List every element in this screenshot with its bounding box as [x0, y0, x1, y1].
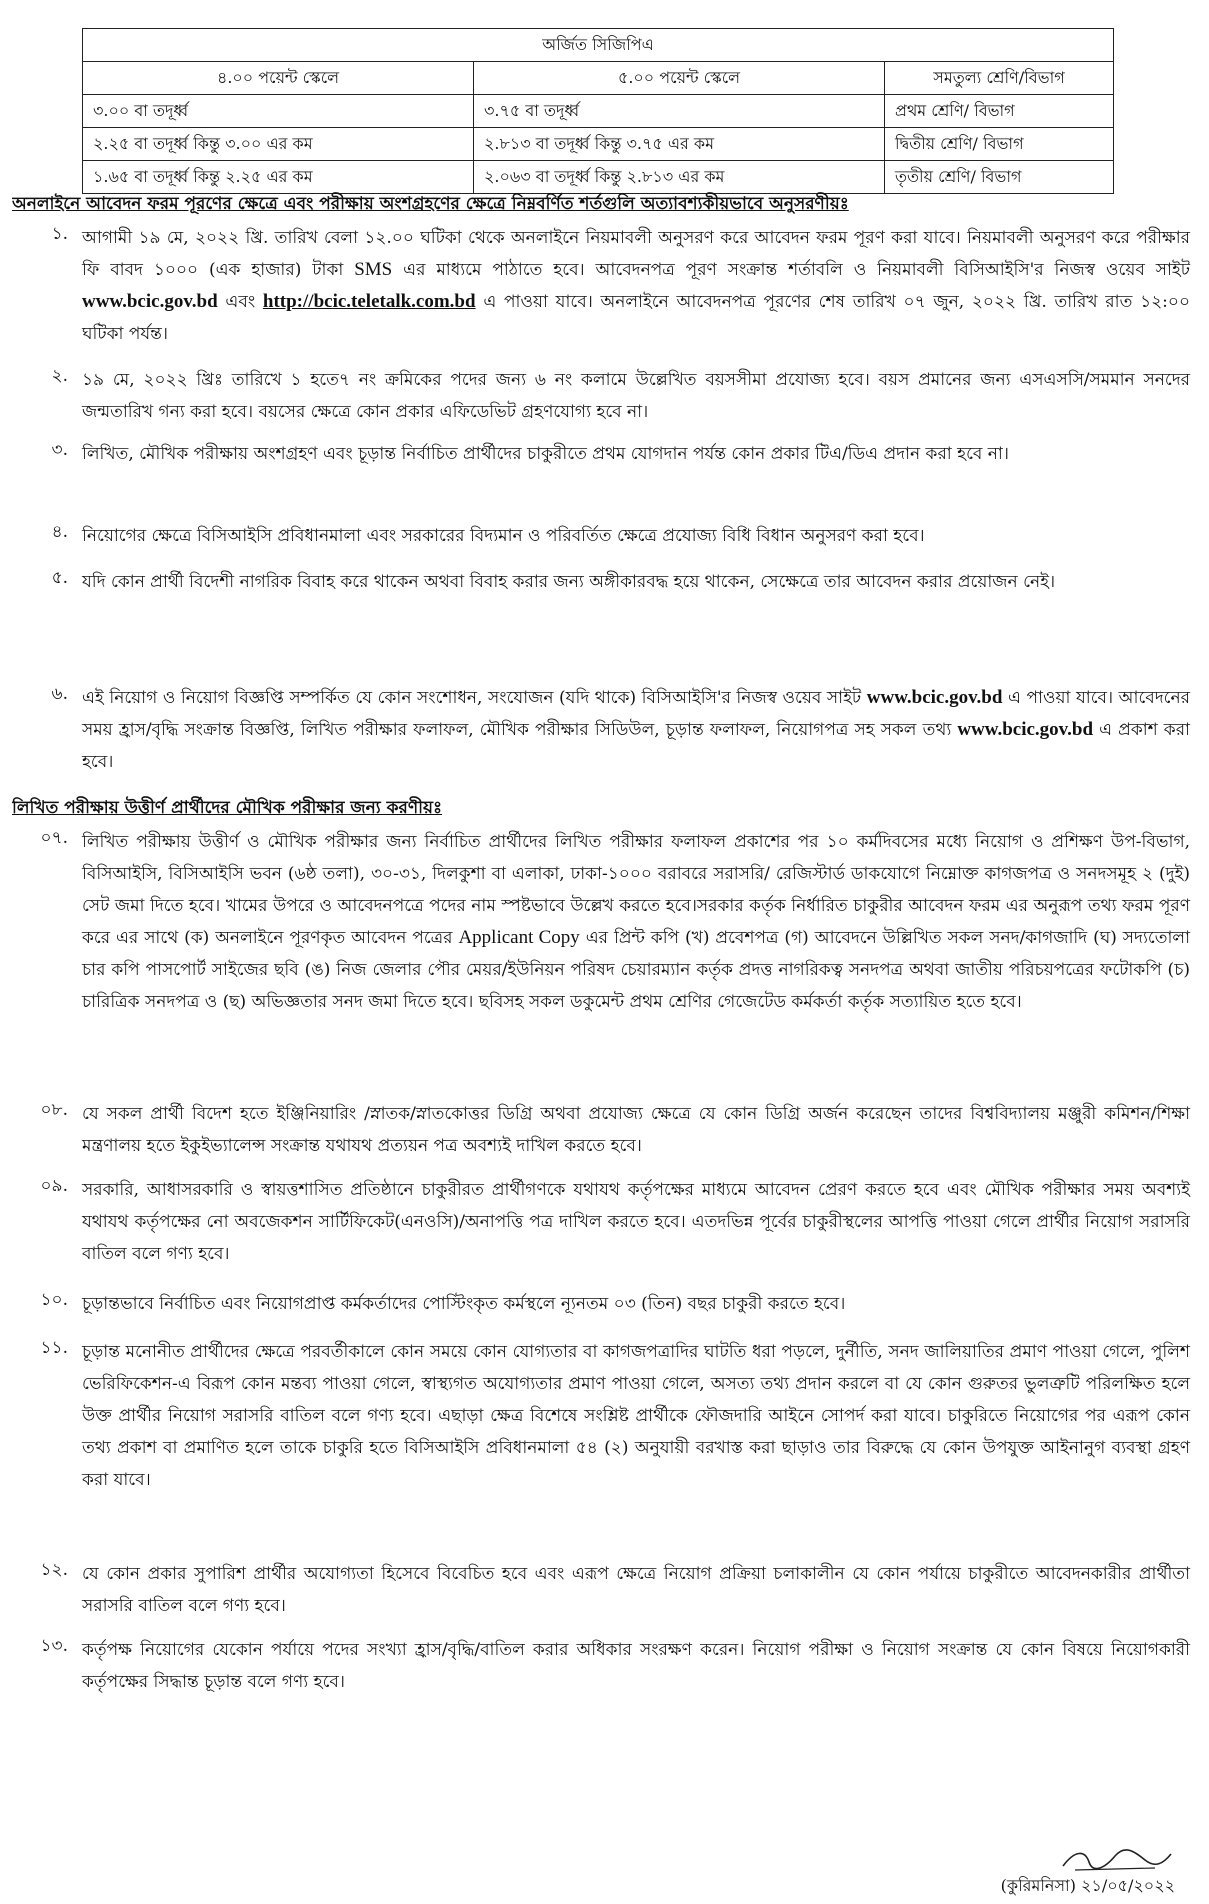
list-item-7 — [12, 826, 1190, 1018]
list-item-6 — [12, 682, 1190, 778]
list-item-10 — [12, 1288, 1190, 1320]
item-number: ১. — [51, 224, 68, 244]
item-text: কর্তৃপক্ষ নিয়োগের যেকোন পর্যায়ে পদের সংখ্যা হ্রাস/বৃদ্ধি/বাতিল করার অধিকার সংরক্ষণ করেন। নিয়োগ পরীক্ষা ও নিয়োগ সংক্রান্ত যে কোন বিষয়ে নিয়োগকারী কর্তৃপক্ষের সিদ্ধান্ত চূড়ান্ত বলে গণ্য হবে। — [82, 1640, 1190, 1692]
item-text: চূড়ান্তভাবে নির্বাচিত এবং নিয়োগপ্রাপ্ত কর্মকর্তাদের পোস্টিংকৃত কর্মস্থলে ন্যূনতম ০৩ (তিন) বছর চাকুরী করতে হবে। — [82, 1294, 846, 1314]
item-text: সরকারি, আধাসরকারি ও স্বায়ত্তশাসিত প্রতিষ্ঠানে চাকুরীরত প্রার্থীগণকে যথাযথ কর্তৃপক্ষের মাধ্যমে আবেদন প্রেরণ করতে হবে এবং মৌখিক পরীক্ষার সময় অবশ্যই যথাযথ কর্তৃপক্ষের নো অবজেকশন সার্টিফিকেট(এনওসি)/অনাপত্তি পত্র দাখিল করতে হবে। এতদভিন্ন পূর্বের চাকুরীস্থলের আপত্তি পাওয়া গেলে প্রার্থীর নিয়োগ সরাসরি বাতিল বলে গণ্য হবে। — [82, 1180, 1190, 1264]
bcic-website-link[interactable]: www.bcic.gov.bd — [82, 291, 218, 312]
teletalk-website-link[interactable]: http://bcic.teletalk.com.bd — [262, 291, 476, 312]
item-number: ০৯. — [40, 1176, 68, 1196]
list-item-2 — [12, 364, 1190, 428]
item-number: ৬. — [51, 684, 68, 704]
item-text: যদি কোন প্রার্থী বিদেশী নাগরিক বিবাহ করে থাকেন অথবা বিবাহ করার জন্য অঙ্গীকারবদ্ধ হয়ে থাকেন, সেক্ষেত্রে তার আবেদন করার প্রয়োজন নেই। — [82, 572, 1056, 592]
list-item-8 — [12, 1098, 1190, 1162]
bcic-website-link[interactable]: www.bcic.gov.bd — [866, 687, 1003, 708]
list-item-4 — [12, 520, 1190, 552]
item-number: ২. — [51, 366, 68, 386]
table-cell: ৩.০০ বা তদূর্ধ্ব — [83, 95, 474, 128]
item-text: নিয়োগের ক্ষেত্রে বিসিআইসি প্রবিধানমালা এবং সরকারের বিদ্যমান ও পরিবর্তিত ক্ষেত্রে প্রযোজ্য বিধি বিধান অনুসরণ করা হবে। — [82, 526, 925, 546]
cgpa-table — [82, 28, 1114, 194]
signatory-name: (কুরিমনিসা) — [1000, 1876, 1076, 1895]
item-text — [82, 682, 1190, 778]
item-text — [82, 826, 1190, 1018]
signature-date: ২১/০৫/২০২২ — [1081, 1876, 1175, 1895]
item-number: ০৭. — [40, 828, 68, 848]
table-row — [83, 95, 1114, 128]
text-segment: এ পাওয়া যাবে। আবেদনের সময় হ্রাস/বৃদ্ধি সংক্রান্ত বিজ্ঞপ্তি, লিখিত পরীক্ষার ফলাফল, মৌখিক পরীক্ষার সিডিউল, চূড়ান্ত ফলাফল, নিয়োগপত্র সহ সকল তথ্য — [82, 688, 1191, 740]
table-cell: ১.৬৫ বা তদূর্ধ্ব কিন্তু ২.২৫ এর কম — [83, 161, 474, 194]
list-item-5 — [12, 566, 1190, 598]
list-item-9 — [12, 1174, 1190, 1270]
section-heading-online-application: অনলাইনে আবেদন ফরম পূরণের ক্ষেত্রে এবং পরীক্ষায় অংশগ্রহণের ক্ষেত্রে নিম্নবর্ণিত শর্তগুলি অত্যাবশ্যকীয়ভাবে অনুসরণীয়ঃ — [12, 194, 849, 214]
section-heading-viva: লিখিত পরীক্ষায় উত্তীর্ণ প্রার্থীদের মৌখিক পরীক্ষার জন্য করণীয়ঃ — [12, 798, 443, 818]
table-cell: প্রথম শ্রেণি/ বিভাগ — [885, 95, 1114, 128]
table-cell: ২.২৫ বা তদূর্ধ্ব কিন্তু ৩.০০ এর কম — [83, 128, 474, 161]
item-text: ১৯ মে, ২০২২ খ্রিঃ তারিখে ১ হতে৭ নং ক্রমিকের পদের জন্য ৬ নং কলামে উল্লেখিত বয়সসীমা প্রযোজ্য হবে। বয়স প্রমানের জন্য এসএসসি/সমমান সনদের জন্মতারিখ গন্য করা হবে। বয়সের ক্ষেত্রে কোন প্রকার এফিডেভিট গ্রহণযোগ্য হবে না। — [82, 370, 1190, 422]
item-number: ৩. — [51, 440, 68, 460]
item-text: যে কোন প্রকার সুপারিশ প্রার্থীর অযোগ্যতা হিসেবে বিবেচিত হবে এবং এরূপ ক্ষেত্রে নিয়োগ প্রক্রিয়া চলাকালীন যে কোন পর্যায়ে চাকুরীতে আবেদনকারীর প্রার্থীতা সরাসরি বাতিল বলে গণ্য হবে। — [82, 1564, 1190, 1616]
sms-label: SMS — [354, 259, 393, 280]
item-number: ১০. — [40, 1290, 68, 1310]
item-text — [82, 222, 1190, 350]
item-number: ১৩. — [40, 1636, 68, 1656]
column-header: ৫.০০ পয়েন্ট স্কেলে — [474, 62, 885, 95]
table-row — [83, 128, 1114, 161]
table-header-row — [83, 62, 1114, 95]
table-cell: ৩.৭৫ বা তদূর্ধ্ব — [474, 95, 885, 128]
column-header: ৪.০০ পয়েন্ট স্কেলে — [83, 62, 474, 95]
list-item-11 — [12, 1336, 1190, 1496]
text-segment: এর মাধ্যমে পাঠাতে হবে। আবেদনপত্র পূরণ সংক্রান্ত শর্তাবলি ও নিয়মাবলী বিসিআইসি'র নিজস্ব ওয়েব সাইট — [403, 260, 1191, 280]
text-segment: লিখিত পরীক্ষায় উত্তীর্ণ ও মৌখিক পরীক্ষার জন্য নির্বাচিত প্রার্থীদের লিখিত পরীক্ষার ফলাফল প্রকাশের পর ১০ কর্মদিবসের মধ্যে নিয়োগ ও প্রশিক্ষণ উপ-বিভাগ, বিসিআইসি, বিসিআইসি ভবন (৬ষ্ঠ তলা), ৩০-৩১, দিলকুশা বা এলাকা, ঢাকা-১০০০ বরাবরে সরাসরি/ রেজিস্টার্ড ডাকযোগে নিম্নোক্ত কাগজপত্র ও সনদসমূহ ২ (দুই) সেট জমা দিতে হবে। খামের উপরে ও আবেদনপত্রে পদের নাম স্পষ্টভাবে উল্লেখ করতে হবে।সরকার কর্তৃক নির্ধারিত চাকুরীর আবেদন ফরম এর অনুরূপ তথ্য ফরম পূরণ করে এর সাথে (ক) অনলাইনে পূরণকৃত আবেদন পত্রের — [82, 832, 1190, 948]
list-item-12 — [12, 1558, 1190, 1622]
item-number: ০৮. — [40, 1100, 68, 1120]
item-number: ৫. — [51, 568, 68, 588]
cgpa-table-title: অর্জিত সিজিপিএ — [83, 29, 1114, 62]
table-cell: ২.৮১৩ বা তদূর্ধ্ব কিন্তু ৩.৭৫ এর কম — [474, 128, 885, 161]
column-header: সমতুল্য শ্রেণি/বিভাগ — [885, 62, 1114, 95]
text-segment: এবং — [225, 292, 256, 312]
item-text: চূড়ান্ত মনোনীত প্রার্থীদের ক্ষেত্রে পরবর্তীকালে কোন সময়ে কোন যোগ্যতার বা কাগজপত্রাদির ঘাটতি ধরা পড়লে, দুর্নীতি, সনদ জালিয়াতির প্রমাণ পাওয়া গেলে, পুলিশ ভেরিফিকেশন-এ বিরূপ কোন মন্তব্য পাওয়া গেলে, স্বাস্থ্যগত অযোগ্যতার প্রমাণ পাওয়া গেলে, অসত্য তথ্য প্রদান করলে বা যে কোন গুরুতর ভুলত্রুটি পরিলক্ষিত হলে উক্ত প্রার্থীর নিয়োগ সরাসরি বাতিল বলে গণ্য হবে। এছাড়া ক্ষেত্র বিশেষে সংশ্লিষ্ট প্রার্থীকে ফৌজদারি আইনে সোপর্দ করা যাবে। চাকুরিতে নিয়োগের পর এরূপ কোন তথ্য প্রকাশ বা প্রমাণিত হলে তাকে চাকুরি হতে বিসিআইসি প্রবিধানমালা ৫৪ (২) অনুযায়ী বরখাস্ত করা ছাড়াও তার বিরুদ্ধে যে কোন উপযুক্ত আইনানুগ ব্যবস্থা গ্রহণ করা যাবে। — [82, 1342, 1190, 1490]
signature-scribble-icon — [1055, 1846, 1175, 1874]
applicant-copy-label: Applicant Copy — [458, 927, 580, 948]
table-cell: তৃতীয় শ্রেণি/ বিভাগ — [885, 161, 1114, 194]
table-row — [83, 29, 1114, 62]
text-segment: এ পাওয়া যাবে। অনলাইনে আবেদনপত্র পূরণের শেষ তারিখ ০৭ জুন, ২০২২ খ্রি. তারিখ রাত ১২:০০ ঘটিকা পর্যন্ত। — [82, 292, 1190, 344]
table-row — [83, 161, 1114, 194]
item-text: যে সকল প্রার্থী বিদেশ হতে ইঞ্জিনিয়ারিং /স্নাতক/স্নাতকোত্তর ডিগ্রি অথবা প্রযোজ্য ক্ষেত্রে যে কোন ডিগ্রি অর্জন করেছেন তাদের বিশ্ববিদ্যালয় মঞ্জুরী কমিশন/শিক্ষা মন্ত্রণালয় হতে ইকুইভ্যালেন্স সংক্রান্ত যথাযথ প্রত্যয়ন পত্র অবশ্যই দাখিল করতে হবে। — [82, 1104, 1190, 1156]
text-segment: এর প্রিন্ট কপি (খ) প্রবেশপত্র (গ) আবেদনে উল্লিখিত সকল সনদ/কাগজাদি (ঘ) সদ্যতোলা চার কপি পাসপোর্ট সাইজের ছবি (ঙ) নিজ জেলার পৌর মেয়র/ইউনিয়ন পরিষদ চেয়ারম্যান কর্তৃক প্রদত্ত নাগরিকত্ব সনদপত্র অথবা জাতীয় পরিচয়পত্রের ফটোকপি (চ) চারিত্রিক সনদপত্র ও (ছ) অভিজ্ঞতার সনদ জমা দিতে হবে। ছবিসহ সকল ডকুমেন্ট প্রথম শ্রেণির গেজেটেড কর্মকর্তা কর্তৃক সত্যায়িত হতে হবে। — [82, 928, 1191, 1012]
table-cell: ২.০৬৩ বা তদূর্ধ্ব কিন্তু ২.৮১৩ এর কম — [474, 161, 885, 194]
bcic-website-link[interactable]: www.bcic.gov.bd — [957, 719, 1094, 740]
item-text: লিখিত, মৌখিক পরীক্ষায় অংশগ্রহণ এবং চূড়ান্ত নির্বাচিত প্রার্থীদের চাকুরীতে প্রথম যোগদান পর্যন্ত কোন প্রকার টিএ/ডিএ প্রদান করা হবে না। — [82, 444, 1009, 464]
item-number: ১২. — [40, 1560, 68, 1580]
text-segment: এ প্রকাশ করা হবে। — [82, 720, 1190, 772]
list-item-3 — [12, 438, 1190, 470]
item-number: ১১. — [40, 1338, 68, 1358]
signature-block — [1001, 1846, 1175, 1898]
list-item-13 — [12, 1634, 1190, 1698]
text-segment: আগামী ১৯ মে, ২০২২ খ্রি. তারিখ বেলা ১২.০০ ঘটিকা থেকে অনলাইনে নিয়মাবলী অনুসরণ করে আবেদন ফরম পূরণ করা যাবে। নিয়মাবলী অনুসরণ করে পরীক্ষার ফি বাবদ ১০০০ (এক হাজার) টাকা — [82, 228, 1190, 280]
table-cell: দ্বিতীয় শ্রেণি/ বিভাগ — [885, 128, 1114, 161]
text-segment: এই নিয়োগ ও নিয়োগ বিজ্ঞপ্তি সম্পর্কিত যে কোন সংশোধন, সংযোজন (যদি থাকে) বিসিআইসি'র নিজস্ব ওয়েব সাইট — [82, 688, 862, 708]
list-item-1 — [12, 222, 1190, 350]
item-number: ৪. — [51, 522, 68, 542]
